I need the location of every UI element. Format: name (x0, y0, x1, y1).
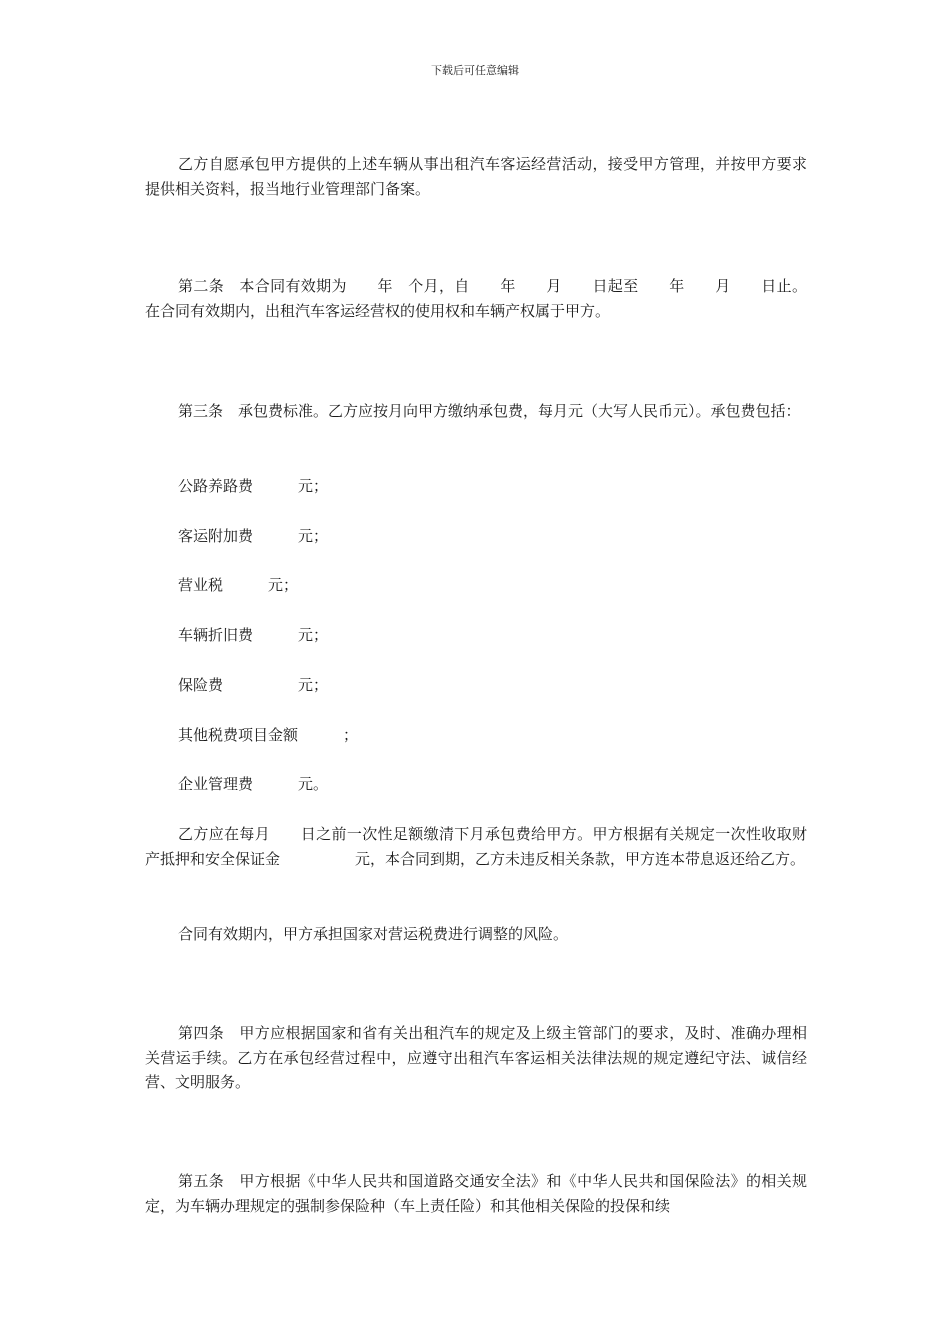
article-3: 第三条 承包费标准。乙方应按月向甲方缴纳承包费，每月元（大写人民币元）。承包费包括： (178, 402, 801, 420)
paragraph-contract-intro: 乙方自愿承包甲方提供的上述车辆从事出租汽车客运经营活动，接受甲方管理，并按甲方要求提供相关资料，报当地行业管理部门备案。 (145, 155, 807, 198)
article-2: 第二条 本合同有效期为 年 个月，自 年 月 日起至 年 月 日止。在合同有效期内，出租汽车客运经营权的使用权和车辆产权属于甲方。 (145, 277, 807, 320)
article-4: 第四条 甲方应根据国家和省有关出租汽车的规定及上级主管部门的要求，及时、准确办理相关营运手续。乙方在承包经营过程中，应遵守出租汽车客运相关法律法规的规定遵纪守法、诚信经营、文明服务。 (145, 1024, 807, 1091)
fee-item: 企业管理费 元。 (178, 775, 329, 793)
fee-item: 客运附加费 元； (178, 527, 329, 545)
fee-item: 公路养路费 元； (178, 477, 329, 495)
risk-clause: 合同有效期内，甲方承担国家对营运税费进行调整的风险。 (178, 925, 569, 943)
fee-item: 其他税费项目金额 ； (178, 726, 359, 744)
article-5: 第五条 甲方根据《中华人民共和国道路交通安全法》和《中华人民共和国保险法》的相关规定，为车辆办理规定的强制参保险种（车上责任险）和其他相关保险的投保和续 (145, 1172, 807, 1215)
payment-terms: 乙方应在每月 日之前一次性足额缴清下月承包费给甲方。甲方根据有关规定一次性收取财产抵押和安全保证金 元，本合同到期，乙方未违反相关条款，甲方连本带息返还给乙方。 (145, 825, 807, 868)
page-header: 下载后可任意编辑 (431, 64, 519, 77)
fee-item: 营业税 元； (178, 576, 299, 594)
fee-item: 保险费 元； (178, 676, 329, 694)
fee-item: 车辆折旧费 元； (178, 626, 329, 644)
